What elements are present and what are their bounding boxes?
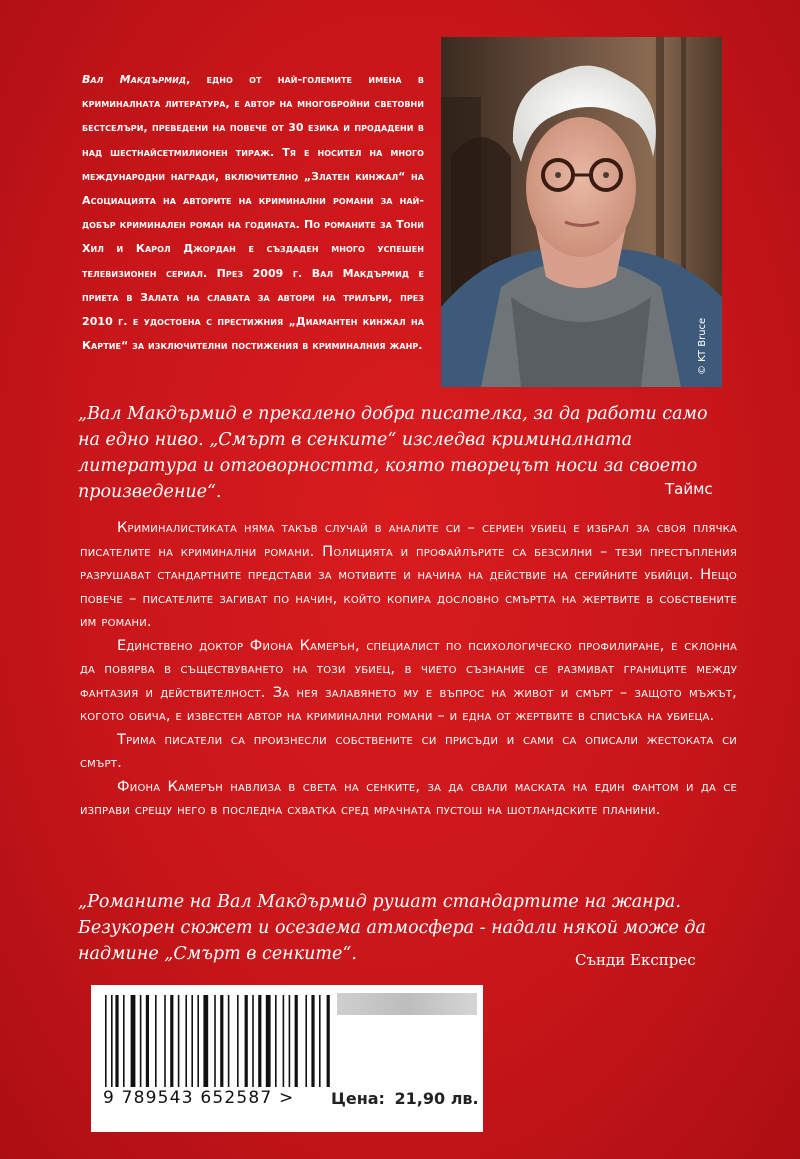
review-source-times: Таймс — [665, 480, 713, 498]
barcode-bar — [146, 995, 149, 1087]
barcode-bar — [115, 995, 118, 1087]
isbn-barcode — [91, 985, 331, 1095]
barcode-bar — [228, 995, 230, 1087]
photo-credit: © KT Bruce — [697, 317, 708, 375]
barcode-bar — [155, 995, 157, 1087]
price — [331, 1089, 483, 1108]
description-paragraph: Единствено доктор Фиона Камерън, специалист по психологическо профилиране, е склонна да повярва в съществуването на този убиец, в чието съзнание се размиват границите между фантазия и действителност. За нея залавянето му е въпрос на живот и смърт – защото мъжът, когото обича, е известен автор на криминални романи – и една от жертвите в списъка на убиеца. — [80, 636, 737, 724]
barcode-bar — [170, 995, 173, 1087]
barcode-bar — [111, 995, 113, 1087]
barcode-bar — [123, 995, 125, 1087]
barcode-bar — [197, 995, 199, 1087]
description-paragraph: Трима писатели са произнесли собствените си присъди и сами са описали жестоката си смърт. — [80, 730, 737, 771]
isbn-digits: 9 789543 652587 > — [103, 1088, 295, 1108]
description-paragraph: Фиона Камерън навлиза в света на сенките, за да свали маската на един фантом и да се изправи срещу него в последна схватка сред мрачната пустош на шотландските планини. — [80, 777, 737, 818]
barcode-bar — [164, 995, 166, 1087]
price-value: 21,90 лв. — [394, 1089, 479, 1108]
review-quote-sunday-express: „Романите на Вал Макдърмид рушат стандартите на жанра. Безукорен сюжет и осезаема атмосфера - надали някой може да надмине „Смърт в сенките“. — [78, 892, 706, 964]
barcode-bar — [178, 995, 180, 1087]
author-bio-text: , едно от най-големите имена в криминалната литература, е автор на многобройни световни бестселъри, преведени на повече от 30 езика и продадени в над шестнайсетмилионен тираж. Тя е носител на много международни награди, включително „Златен кинжал“ на Асоциацията на авторите на криминални романи за най-добър криминален роман на годината. По романите за Тони Хил и Карол Джордан е създаден много успешен телевизионен сериал. През 2009 г. Вал Макдърмид е приета в Залата на славата за автори на трилъри, през 2010 г. е удостоена с престижния „Диамантен кинжал на Картие“ за изключителни постижения в криминалния жанр. — [82, 73, 424, 353]
review-quote-times: „Вал Макдърмид е прекалено добра писателка, за да работи само на едно ниво. „Смърт в сенките“ изследва криминалната литература и отговорността, която творецът носи за своето произведение“. — [78, 404, 708, 502]
author-photo — [441, 37, 722, 387]
barcode-bar — [305, 995, 307, 1087]
barcode-bar — [319, 995, 321, 1087]
barcode-bar — [283, 995, 285, 1087]
barcode-bar — [131, 995, 136, 1087]
blurred-label-area — [337, 993, 477, 1015]
author-name: Вал Макдърмид — [82, 73, 187, 86]
description-paragraph: Криминалистиката няма такъв случай в аналите си – сериен убиец е избрал за своя плячка писателите на криминални романи. Полицията и профайлърите са безсилни – тези престъпления разрушават стандартните представи за мотивите и начина на действие на серийните убийци. Нещо повече – писателите загиват по начин, който копира дословно смъртта на жертвите в собствените им романи. — [80, 519, 737, 630]
barcode-bar — [295, 995, 298, 1087]
barcode-label — [91, 985, 483, 1132]
barcode-bar — [258, 995, 261, 1087]
barcode-bar — [289, 995, 291, 1087]
barcode-bar — [140, 995, 142, 1087]
author-bio — [82, 68, 424, 358]
barcode-bar — [266, 995, 271, 1087]
barcode-bar — [327, 995, 330, 1087]
barcode-bar — [245, 995, 248, 1087]
barcode-bar — [105, 995, 107, 1087]
review-source-sunday-express: Сънди Експрес — [575, 951, 696, 969]
barcode-bar — [252, 995, 254, 1087]
barcode-bar — [237, 995, 239, 1087]
barcode-bar — [311, 995, 314, 1087]
barcode-bar — [203, 995, 208, 1087]
barcode-bar — [275, 995, 277, 1087]
barcode-bar — [214, 995, 216, 1087]
barcode-bar — [191, 995, 193, 1087]
price-label: Цена: — [331, 1089, 385, 1108]
author-portrait-image — [441, 37, 722, 387]
book-description — [80, 516, 737, 822]
barcode-bar — [185, 995, 187, 1087]
barcode-bar — [220, 995, 223, 1087]
